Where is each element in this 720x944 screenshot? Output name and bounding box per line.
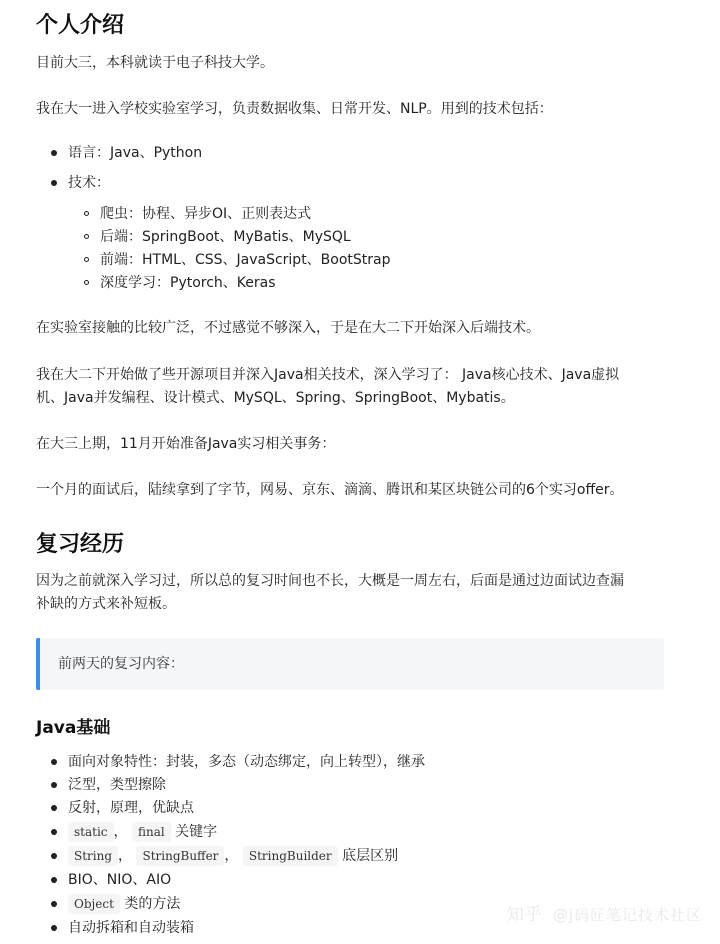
- heading-java-basics: Java基础: [36, 718, 111, 738]
- watermark-author: @j码匠笔记技术社区: [552, 906, 702, 924]
- inline-code-final: final: [132, 822, 171, 842]
- bullet-icon: [51, 853, 57, 859]
- list-item-keywords: [68, 821, 217, 843]
- intro-paragraph: 目前大三，本科就读于电子科技大学。: [36, 55, 274, 71]
- offers-paragraph: 一个月的面试后，陆续拿到了字节，网易、京东、滴滴、腾讯和某区块链公司的6个实习offer。: [36, 482, 624, 498]
- list-item-boxing: 自动拆箱和自动装箱: [68, 920, 194, 936]
- strings-suffix: 底层区别: [342, 848, 399, 864]
- bullet-icon: [51, 901, 57, 907]
- watermark-site: 知乎: [506, 905, 543, 925]
- inline-code-object: Object: [68, 894, 120, 914]
- sub-bullet-icon: [84, 234, 89, 239]
- lab-paragraph: 我在大一进入学校实验室学习，负责数据收集、日常开发、NLP。用到的技术包括：: [36, 101, 553, 117]
- inline-code-static: static: [68, 822, 114, 842]
- list-item-tech: 技术：: [68, 175, 110, 191]
- watermark: [507, 900, 702, 925]
- bullet-icon: [51, 829, 57, 835]
- list-item-language: 语言：Java、Python: [68, 145, 203, 161]
- sub-bullet-icon: [84, 211, 89, 216]
- object-suffix: 类的方法: [124, 896, 181, 912]
- keywords-suffix: 关键字: [175, 824, 218, 840]
- sublist-item-deeplearning: 深度学习：Pytorch、Keras: [100, 275, 276, 291]
- inline-code-stringbuffer: StringBuffer: [136, 846, 224, 866]
- sub-bullet-icon: [84, 257, 89, 262]
- bullet-icon: [51, 150, 57, 156]
- list-item-reflection: 反射，原理，优缺点: [68, 800, 194, 816]
- list-item-oop: 面向对象特性：封装，多态（动态绑定，向上转型），继承: [68, 754, 425, 770]
- breadth-paragraph: 在实验室接触的比较广泛，不过感觉不够深入，于是在大二下开始深入后端技术。: [36, 320, 540, 336]
- inline-code-stringbuilder: StringBuilder: [243, 846, 338, 866]
- sublist-item-frontend: 前端：HTML、CSS、JavaScript、BootStrap: [100, 252, 391, 268]
- opensource-paragraph-line1: 我在大二下开始做了些开源项目并深入Java相关技术，深入学习了： Java核心技术、Java虚拟: [36, 367, 620, 383]
- bullet-icon: [51, 782, 57, 788]
- sub-bullet-icon: [84, 280, 89, 285]
- opensource-paragraph-line2: 机、Java并发编程、设计模式、MySQL、Spring、SpringBoot、Mybatis。: [36, 390, 515, 406]
- blockquote: [36, 638, 664, 690]
- bullet-icon: [51, 877, 57, 883]
- sublist-item-backend: 后端：SpringBoot、MyBatis、MySQL: [100, 229, 351, 245]
- heading-review-experience: 复习经历: [36, 532, 125, 557]
- list-item-object: [68, 893, 180, 915]
- bullet-icon: [51, 759, 57, 765]
- review-paragraph-line2: 补缺的方式来补短板。: [36, 596, 176, 612]
- separator: ，: [113, 824, 128, 840]
- list-item-io: BIO、NIO、AIO: [68, 872, 172, 888]
- separator: ，: [118, 848, 133, 864]
- inline-code-string: String: [68, 846, 118, 866]
- bullet-icon: [51, 925, 57, 931]
- sublist-item-crawler: 爬虫：协程、异步OI、正则表达式: [100, 206, 312, 222]
- blockquote-text: 前两天的复习内容：: [58, 656, 184, 672]
- list-item-strings: [68, 845, 398, 867]
- bullet-icon: [51, 180, 57, 186]
- list-item-generics: 泛型，类型擦除: [68, 777, 166, 793]
- bullet-icon: [51, 805, 57, 811]
- heading-personal-intro: 个人介绍: [36, 13, 125, 38]
- separator: ，: [224, 848, 239, 864]
- internship-prep-paragraph: 在大三上期，11月开始准备Java实习相关事务：: [36, 436, 336, 452]
- review-paragraph-line1: 因为之前就深入学习过，所以总的复习时间也不长，大概是一周左右，后面是通过边面试边查漏: [36, 573, 624, 589]
